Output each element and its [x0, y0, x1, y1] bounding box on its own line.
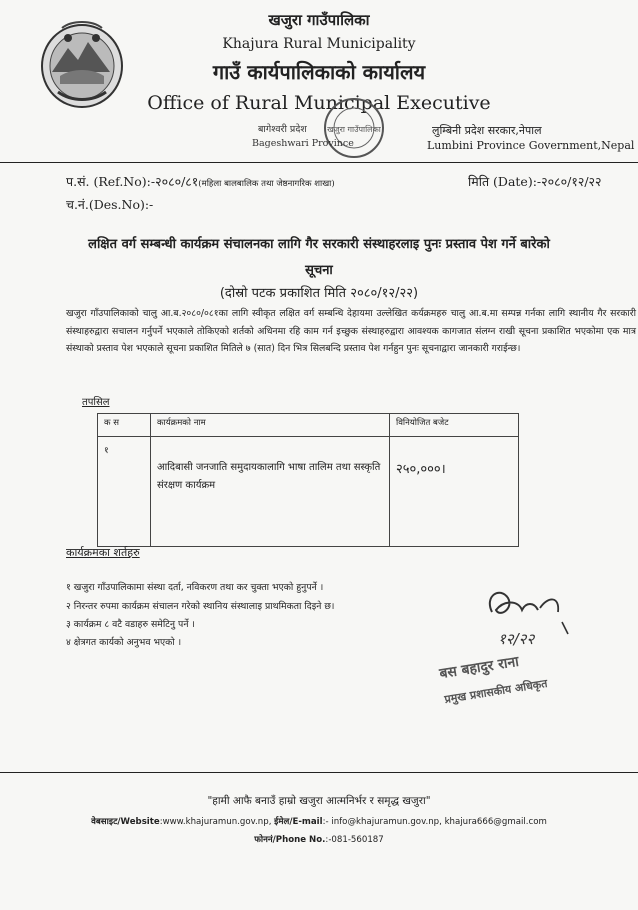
row-sn: १: [104, 446, 109, 456]
header-program-name: कार्यक्रमको नाम: [157, 418, 206, 428]
province-gov-np: लुम्बिनी प्रदेश सरकार,नेपाल: [432, 124, 542, 137]
office-name-en: Office of Rural Municipal Executive: [147, 92, 491, 114]
office-name-np: गाउँ कार्यपालिकाको कार्यालय: [212, 60, 426, 84]
municipality-name-en: Khajura Rural Municipality: [222, 36, 416, 52]
phone-value: :-081-560187: [325, 835, 384, 845]
reference-number: [66, 173, 335, 190]
header-budget: विनियोजित बजेट: [396, 418, 449, 428]
table-header-row: [98, 414, 519, 437]
footer-phone: [0, 833, 638, 845]
province-gov-en: Lumbini Province Government,Nepal: [427, 139, 635, 152]
notice-body: खजुरा गाँउपालिकाको चालु आ.ब.२०८०/०८१का लागि स्वीकृत लक्षित वर्ग सम्बन्धि देहायमा उल्लेखित कर्यक्रमहरु चालु आ.ब.मा सम्पन्न गर्नका लागि स्थानीय गैर सरकारी संस्थाहरुद्वारा सचालन गर्नुपर्ने भएकाले तोकिएको शर्तको अधिनमा रहि काम गर्न इच्छुक संस्थाहरुद्वारा आवश्यक कागजात संलग्न राखी सूचना प्रकाशित भएकोमा एक मात्र संस्थाको प्रस्ताव पेश भएकाले सूचना प्रकाशित मितिले ७ (सात) दिन भित्र सिलबन्दि प्रस्ताव पेश गर्नहुन पुनः सूचनाद्वारा जानकारी गराईन्छ।: [66, 308, 636, 354]
header-sn: क स: [104, 418, 119, 428]
notice-title: लक्षित वर्ग सम्बन्धी कार्यक्रम संचालनका लागि गैर सरकारी संस्थाहरलाइ पुनः प्रस्ताव पेश गर्ने बारेको: [88, 237, 550, 252]
footer-contact: [0, 815, 638, 827]
condition-item: ३ कार्यक्रम ८ वटै वडाहरु समेटिनु पर्ने ।: [66, 619, 195, 630]
conditions-title: कार्यक्रमका शर्तहरु: [66, 546, 140, 559]
office-seal-icon: [322, 96, 386, 160]
header-divider: [0, 162, 638, 163]
handwritten-date: १२/२२: [498, 630, 535, 648]
province-np: बागेश्वरी प्रदेश: [258, 124, 307, 135]
seal-text: खजुरा गाउँपालिका: [327, 125, 381, 134]
condition-item: १ खजुरा गाँउपालिकामा संस्था दर्ता, नविकरण तथा कर चुक्ता भएको हुनुपर्ने ।: [66, 582, 324, 593]
footer-slogan: "हामी आफै बनाउँ हाम्रो खजुरा आत्मनिर्भर र समृद्ध खजुरा": [207, 795, 431, 807]
website-label: वेबसाइट/Website: [91, 817, 160, 827]
footer-divider: [0, 772, 638, 773]
website-value[interactable]: :www.khajuramun.gov.np,: [159, 817, 272, 827]
condition-item: ४ क्षेत्रगत कार्यको अनुभव भएको ।: [66, 637, 182, 648]
signatory-designation: प्रमुख प्रशासकीय अधिकृत: [443, 676, 549, 707]
email-value[interactable]: :- info@khajuramun.gov.np, khajura666@gmail.com: [322, 817, 547, 827]
program-table: [97, 413, 519, 547]
document-date: मिति (Date):-२०८०/१२/२२: [468, 174, 602, 189]
email-label: ईमेल/E-mail: [274, 817, 323, 827]
dispatch-number: च.नं.(Des.No):-: [66, 197, 154, 212]
phone-label: फोननं/Phone No.: [254, 835, 326, 845]
signatory-name: बस बहादुर राना: [438, 653, 521, 683]
ref-label: प.सं. (Ref.No):-२०८०/८१: [66, 174, 199, 189]
notice-heading: सूचना: [305, 263, 333, 278]
municipality-name-np: खजुरा गाउँपालिका: [268, 11, 370, 29]
row-budget: २५०,०००।: [396, 462, 446, 477]
notice-publish-note: (दोस्रो पटक प्रकाशित मिति २०८०/१२/२२): [219, 286, 419, 301]
condition-item: २ निरन्तर रुपमा कार्यक्रम संचालन गरेको स्थानिय संस्थालाइ प्राथमिकता दिइने छ।: [66, 601, 335, 612]
province-en: Bageshwari Province: [252, 138, 354, 149]
row-program-name: आदिबासी जनजाति समुदायकालागि भाषा तालिम तथा सस्कृति संरक्षण कार्यक्रम: [157, 462, 381, 491]
signature-icon: [478, 582, 576, 654]
table-row: [98, 437, 519, 547]
details-label: तपसिल: [82, 397, 110, 408]
ref-section: (महिला बालबालिक तथा जेष्ठनागरिक शाखा): [198, 179, 335, 189]
